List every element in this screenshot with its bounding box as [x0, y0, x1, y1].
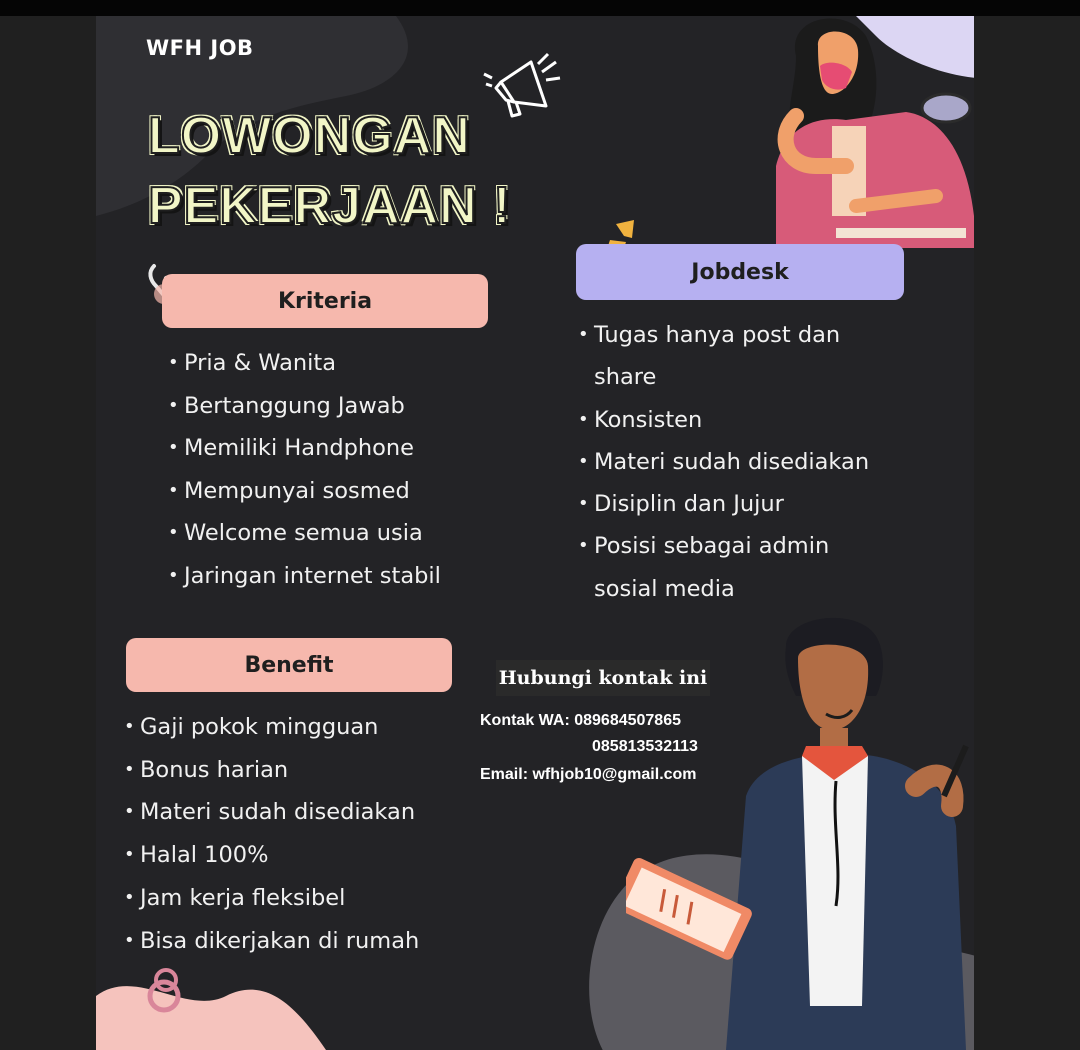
headline-line-1: LOWONGAN [148, 107, 471, 165]
list-item: • Pria & Wanita [168, 342, 441, 385]
list-item: • Bertanggung Jawab [168, 385, 441, 428]
list-item-continued: sosial media [594, 575, 735, 602]
contact-wa: Kontak WA: 089684507865 [480, 712, 681, 729]
list-item: • Materi sudah disediakan [124, 791, 419, 834]
job-poster [96, 16, 974, 1050]
jobdesk-list [578, 314, 869, 610]
man-book-illustration [626, 606, 974, 1050]
list-item: • Bisa dikerjakan di rumah [124, 920, 419, 963]
contact-wa-second: 085813532113 [592, 738, 698, 755]
list-item: • Gaji pokok mingguan [124, 706, 419, 749]
benefit-header: Benefit [126, 638, 452, 692]
list-item: • Konsisten [578, 399, 869, 441]
list-item: • Posisi sebagai admin [578, 525, 869, 567]
bg-blob-bottom-left [96, 956, 336, 1050]
jobdesk-header: Jobdesk [576, 244, 904, 300]
woman-phone-illustration [736, 16, 974, 248]
list-item: • Halal 100% [124, 834, 419, 877]
brand-label: WFH JOB [146, 36, 254, 60]
contact-title: Hubungi kontak ini [496, 660, 710, 696]
headline-line-2: PEKERJAAN ! [148, 177, 512, 235]
list-item: • Jaringan internet stabil [168, 555, 441, 598]
list-item: • Jam kerja fleksibel [124, 877, 419, 920]
list-item-continued: share [594, 364, 657, 391]
list-item: • Tugas hanya post dan [578, 314, 869, 356]
list-item: • Disiplin dan Jujur [578, 483, 869, 525]
benefit-list [124, 706, 419, 962]
kriteria-header: Kriteria [162, 274, 488, 328]
megaphone-icon [476, 44, 566, 124]
list-item: • Memiliki Handphone [168, 427, 441, 470]
list-item: • Mempunyai sosmed [168, 470, 441, 513]
list-item: • Materi sudah disediakan [578, 441, 869, 483]
contact-email: Email: wfhjob10@gmail.com [480, 766, 697, 783]
list-item: • Welcome semua usia [168, 512, 441, 555]
top-bar [0, 0, 1080, 16]
kriteria-list [168, 342, 441, 597]
list-item: • Bonus harian [124, 749, 419, 792]
